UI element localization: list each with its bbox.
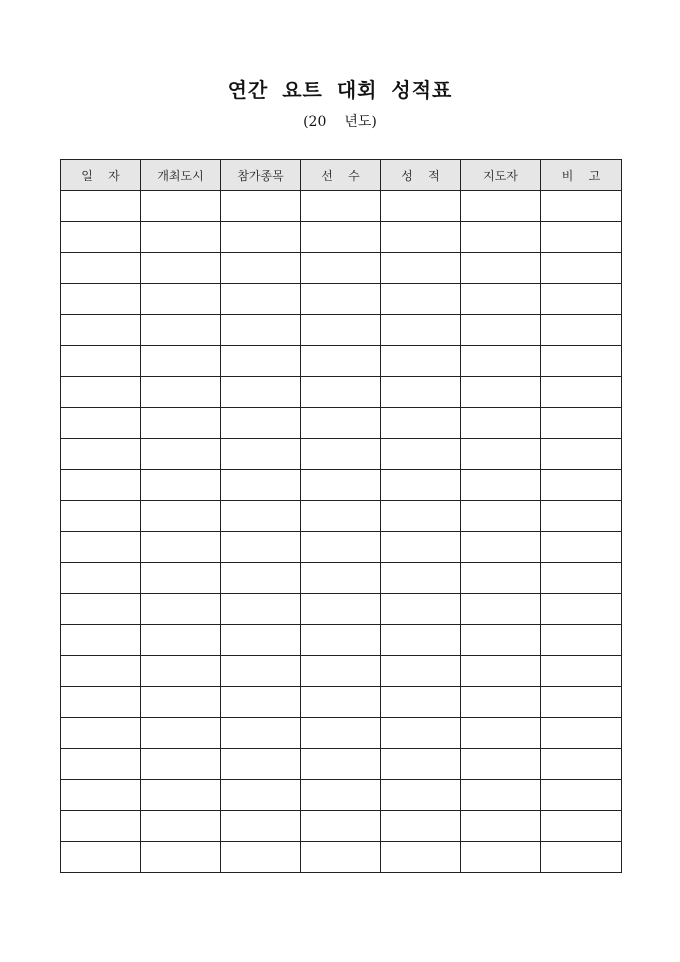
cell-result[interactable]	[381, 749, 461, 780]
cell-event[interactable]	[221, 439, 301, 470]
cell-host-city[interactable]	[141, 687, 221, 718]
cell-result[interactable]	[381, 780, 461, 811]
cell-remarks[interactable]	[541, 284, 622, 315]
cell-result[interactable]	[381, 687, 461, 718]
cell-coach[interactable]	[461, 718, 541, 749]
cell-host-city[interactable]	[141, 780, 221, 811]
header-remarks: 비 고	[541, 160, 622, 191]
cell-event[interactable]	[221, 222, 301, 253]
cell-remarks[interactable]	[541, 625, 622, 656]
cell-athlete[interactable]	[301, 532, 381, 563]
cell-athlete[interactable]	[301, 253, 381, 284]
cell-event[interactable]	[221, 718, 301, 749]
cell-date[interactable]	[61, 439, 141, 470]
header-result: 성 적	[381, 160, 461, 191]
cell-athlete[interactable]	[301, 346, 381, 377]
cell-date[interactable]	[61, 718, 141, 749]
cell-date[interactable]	[61, 625, 141, 656]
cell-athlete[interactable]	[301, 811, 381, 842]
cell-result[interactable]	[381, 811, 461, 842]
cell-coach[interactable]	[461, 470, 541, 501]
cell-remarks[interactable]	[541, 222, 622, 253]
cell-event[interactable]	[221, 594, 301, 625]
cell-event[interactable]	[221, 563, 301, 594]
cell-remarks[interactable]	[541, 501, 622, 532]
cell-result[interactable]	[381, 718, 461, 749]
cell-host-city[interactable]	[141, 377, 221, 408]
cell-date[interactable]	[61, 191, 141, 222]
cell-result[interactable]	[381, 222, 461, 253]
cell-remarks[interactable]	[541, 656, 622, 687]
cell-host-city[interactable]	[141, 408, 221, 439]
cell-event[interactable]	[221, 408, 301, 439]
cell-date[interactable]	[61, 563, 141, 594]
cell-host-city[interactable]	[141, 563, 221, 594]
cell-athlete[interactable]	[301, 563, 381, 594]
cell-result[interactable]	[381, 439, 461, 470]
cell-coach[interactable]	[461, 749, 541, 780]
cell-date[interactable]	[61, 749, 141, 780]
cell-date[interactable]	[61, 501, 141, 532]
cell-date[interactable]	[61, 780, 141, 811]
cell-event[interactable]	[221, 253, 301, 284]
cell-event[interactable]	[221, 470, 301, 501]
cell-host-city[interactable]	[141, 811, 221, 842]
table-row	[61, 749, 622, 780]
cell-date[interactable]	[61, 470, 141, 501]
cell-coach[interactable]	[461, 346, 541, 377]
year-prefix: (20	[303, 114, 327, 130]
cell-host-city[interactable]	[141, 439, 221, 470]
cell-athlete[interactable]	[301, 687, 381, 718]
cell-result[interactable]	[381, 625, 461, 656]
cell-athlete[interactable]	[301, 470, 381, 501]
table-row	[61, 253, 622, 284]
cell-host-city[interactable]	[141, 594, 221, 625]
cell-coach[interactable]	[461, 377, 541, 408]
cell-event[interactable]	[221, 687, 301, 718]
table-row	[61, 656, 622, 687]
cell-coach[interactable]	[461, 811, 541, 842]
cell-coach[interactable]	[461, 501, 541, 532]
cell-athlete[interactable]	[301, 377, 381, 408]
cell-remarks[interactable]	[541, 811, 622, 842]
cell-result[interactable]	[381, 563, 461, 594]
cell-coach[interactable]	[461, 842, 541, 873]
cell-coach[interactable]	[461, 687, 541, 718]
table-row	[61, 842, 622, 873]
table-row	[61, 687, 622, 718]
cell-date[interactable]	[61, 842, 141, 873]
cell-athlete[interactable]	[301, 222, 381, 253]
cell-remarks[interactable]	[541, 842, 622, 873]
cell-result[interactable]	[381, 346, 461, 377]
cell-remarks[interactable]	[541, 718, 622, 749]
cell-athlete[interactable]	[301, 780, 381, 811]
table-row	[61, 563, 622, 594]
cell-result[interactable]	[381, 470, 461, 501]
cell-event[interactable]	[221, 191, 301, 222]
cell-coach[interactable]	[461, 408, 541, 439]
cell-result[interactable]	[381, 191, 461, 222]
table-row	[61, 501, 622, 532]
cell-coach[interactable]	[461, 439, 541, 470]
cell-date[interactable]	[61, 315, 141, 346]
year-subtitle	[0, 112, 680, 132]
cell-result[interactable]	[381, 284, 461, 315]
cell-result[interactable]	[381, 315, 461, 346]
cell-event[interactable]	[221, 842, 301, 873]
cell-remarks[interactable]	[541, 191, 622, 222]
cell-coach[interactable]	[461, 191, 541, 222]
cell-host-city[interactable]	[141, 749, 221, 780]
table-row	[61, 718, 622, 749]
cell-event[interactable]	[221, 656, 301, 687]
table-row	[61, 439, 622, 470]
cell-event[interactable]	[221, 377, 301, 408]
cell-host-city[interactable]	[141, 625, 221, 656]
table-row	[61, 532, 622, 563]
cell-athlete[interactable]	[301, 718, 381, 749]
cell-host-city[interactable]	[141, 501, 221, 532]
cell-host-city[interactable]	[141, 253, 221, 284]
cell-host-city[interactable]	[141, 842, 221, 873]
results-table	[60, 159, 622, 873]
cell-date[interactable]	[61, 656, 141, 687]
cell-athlete[interactable]	[301, 749, 381, 780]
header-athlete: 선 수	[301, 160, 381, 191]
cell-remarks[interactable]	[541, 377, 622, 408]
cell-athlete[interactable]	[301, 439, 381, 470]
table-row	[61, 780, 622, 811]
cell-athlete[interactable]	[301, 408, 381, 439]
cell-result[interactable]	[381, 377, 461, 408]
cell-event[interactable]	[221, 780, 301, 811]
cell-coach[interactable]	[461, 780, 541, 811]
cell-remarks[interactable]	[541, 408, 622, 439]
header-host-city: 개최도시	[141, 160, 221, 191]
cell-host-city[interactable]	[141, 222, 221, 253]
cell-remarks[interactable]	[541, 439, 622, 470]
cell-result[interactable]	[381, 253, 461, 284]
cell-remarks[interactable]	[541, 253, 622, 284]
cell-remarks[interactable]	[541, 346, 622, 377]
cell-date[interactable]	[61, 811, 141, 842]
year-suffix: 년도)	[344, 114, 377, 130]
cell-date[interactable]	[61, 687, 141, 718]
cell-remarks[interactable]	[541, 563, 622, 594]
cell-athlete[interactable]	[301, 501, 381, 532]
cell-coach[interactable]	[461, 656, 541, 687]
table-body	[61, 191, 622, 873]
cell-date[interactable]	[61, 594, 141, 625]
cell-athlete[interactable]	[301, 315, 381, 346]
table-row	[61, 408, 622, 439]
cell-host-city[interactable]	[141, 532, 221, 563]
table-row	[61, 470, 622, 501]
cell-remarks[interactable]	[541, 780, 622, 811]
cell-remarks[interactable]	[541, 470, 622, 501]
cell-coach[interactable]	[461, 222, 541, 253]
header-date: 일 자	[61, 160, 141, 191]
cell-coach[interactable]	[461, 315, 541, 346]
table-row	[61, 811, 622, 842]
cell-host-city[interactable]	[141, 470, 221, 501]
cell-result[interactable]	[381, 656, 461, 687]
table-row	[61, 625, 622, 656]
cell-coach[interactable]	[461, 253, 541, 284]
cell-event[interactable]	[221, 501, 301, 532]
cell-athlete[interactable]	[301, 625, 381, 656]
cell-date[interactable]	[61, 253, 141, 284]
cell-coach[interactable]	[461, 563, 541, 594]
cell-host-city[interactable]	[141, 191, 221, 222]
cell-coach[interactable]	[461, 625, 541, 656]
cell-host-city[interactable]	[141, 315, 221, 346]
cell-coach[interactable]	[461, 594, 541, 625]
table-row	[61, 377, 622, 408]
header-event: 참가종목	[221, 160, 301, 191]
cell-event[interactable]	[221, 284, 301, 315]
cell-remarks[interactable]	[541, 532, 622, 563]
cell-athlete[interactable]	[301, 191, 381, 222]
cell-result[interactable]	[381, 842, 461, 873]
cell-date[interactable]	[61, 408, 141, 439]
cell-coach[interactable]	[461, 532, 541, 563]
cell-date[interactable]	[61, 346, 141, 377]
cell-remarks[interactable]	[541, 594, 622, 625]
cell-result[interactable]	[381, 501, 461, 532]
cell-result[interactable]	[381, 594, 461, 625]
cell-athlete[interactable]	[301, 594, 381, 625]
document-title: 연간 요트 대회 성적표	[227, 78, 453, 102]
cell-remarks[interactable]	[541, 749, 622, 780]
cell-athlete[interactable]	[301, 842, 381, 873]
header-row	[61, 160, 622, 191]
cell-athlete[interactable]	[301, 284, 381, 315]
cell-event[interactable]	[221, 749, 301, 780]
cell-date[interactable]	[61, 532, 141, 563]
table-row	[61, 594, 622, 625]
table-row	[61, 222, 622, 253]
cell-remarks[interactable]	[541, 687, 622, 718]
table-row	[61, 346, 622, 377]
cell-event[interactable]	[221, 315, 301, 346]
cell-athlete[interactable]	[301, 656, 381, 687]
cell-result[interactable]	[381, 532, 461, 563]
cell-remarks[interactable]	[541, 315, 622, 346]
table-row	[61, 284, 622, 315]
table-row	[61, 315, 622, 346]
cell-result[interactable]	[381, 408, 461, 439]
cell-event[interactable]	[221, 346, 301, 377]
cell-coach[interactable]	[461, 284, 541, 315]
cell-host-city[interactable]	[141, 718, 221, 749]
cell-host-city[interactable]	[141, 656, 221, 687]
cell-host-city[interactable]	[141, 346, 221, 377]
cell-event[interactable]	[221, 811, 301, 842]
cell-date[interactable]	[61, 377, 141, 408]
cell-event[interactable]	[221, 532, 301, 563]
header-coach: 지도자	[461, 160, 541, 191]
cell-date[interactable]	[61, 222, 141, 253]
cell-date[interactable]	[61, 284, 141, 315]
table-row	[61, 191, 622, 222]
cell-host-city[interactable]	[141, 284, 221, 315]
cell-event[interactable]	[221, 625, 301, 656]
